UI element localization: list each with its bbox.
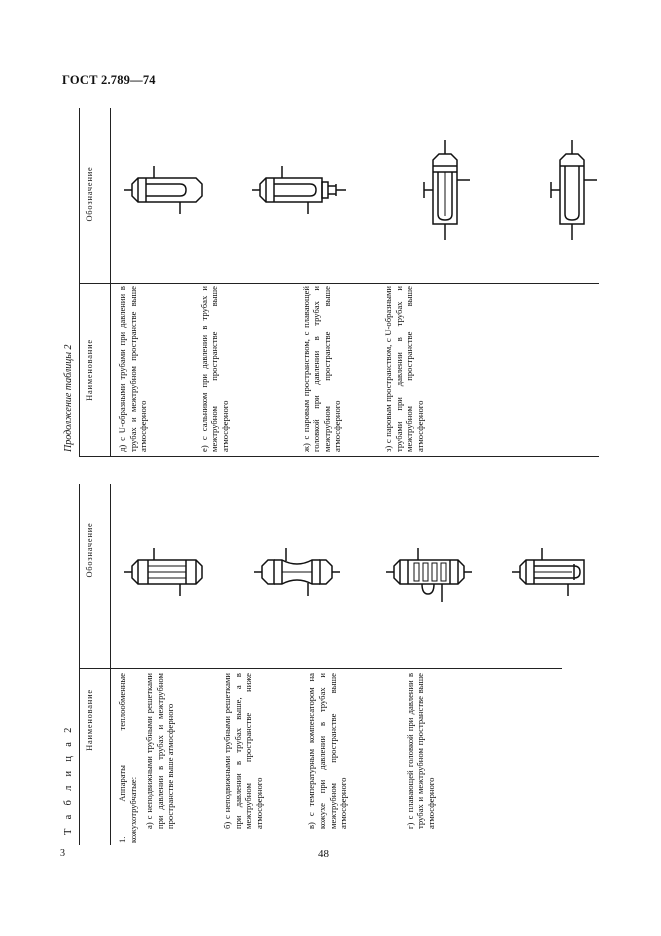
left-row-a-text: а) с неподвижными трубными решетками при давлении в трубах и межтрубном пространстве выше атмосферного xyxy=(144,673,176,829)
left-table-top-border xyxy=(79,484,80,845)
left-table-col-symbol: Обозначение xyxy=(85,522,94,578)
kettle-u-tube-icon xyxy=(545,140,599,244)
right-table-col-symbol: Обозначение xyxy=(85,166,94,222)
right-table-column-divider xyxy=(79,283,599,284)
left-table-col-name: Наименование xyxy=(85,689,94,751)
floating-head-heat-exchanger-icon xyxy=(512,548,598,598)
right-table-text-column xyxy=(117,286,431,452)
left-table-caption: Т а б л и ц а 2 xyxy=(63,724,74,835)
kettle-floating-head-icon xyxy=(418,140,472,244)
right-table-col-name: Наименование xyxy=(85,339,94,401)
left-table-header-divider xyxy=(110,484,111,845)
fixed-tubesheet-vacuum-shell-icon xyxy=(254,548,340,598)
left-table-text-column xyxy=(117,673,443,843)
left-table-column-divider xyxy=(79,668,562,669)
expansion-joint-heat-exchanger-icon xyxy=(386,548,472,604)
document-header: ГОСТ 2.789—74 xyxy=(62,73,156,87)
right-table-caption: Продолжение таблицы 2 xyxy=(63,344,74,452)
left-row-b-text: б) с неподвижными трубными решетками при давлении в трубах выше, а в межтрубном пространстве ниже атмосферного xyxy=(221,673,264,829)
side-mark: 3 xyxy=(60,848,65,859)
packed-gland-heat-exchanger-icon xyxy=(252,166,346,216)
right-row-f-text: е) с сальником при давлении в трубах и межтрубном пространстве выше атмосферного xyxy=(198,286,230,452)
right-table-bottom-border xyxy=(79,456,599,457)
fixed-tubesheet-heat-exchanger-icon xyxy=(124,548,210,598)
left-row-c-text: в) с температурным компенсатором на кожухе при давлении в трубах и межтрубном пространстве выше атмосферного xyxy=(306,673,349,829)
left-row-d-text: г) с плавающей головкой при давлении в трубах и межтрубном пространстве выше атмосферного xyxy=(404,673,436,829)
right-row-g-text: ж) с паровым пространством, с плавающей головкой при давлении в трубах и межтрубном пространстве выше атмосферного xyxy=(300,286,343,452)
left-table-intro: 1. Аппараты теплообменные кожухотрубчатые: xyxy=(117,673,138,843)
right-row-e-text: д) с U-образными трубами при давлении в трубах и межтрубном пространстве выше атмосферного xyxy=(117,286,149,452)
right-row-h-text: з) с паровым пространством, с U-образными трубами при давлении в трубах и межтрубном пространстве выше атмосферного xyxy=(382,286,425,452)
page-number: 48 xyxy=(318,848,329,860)
u-tube-heat-exchanger-icon xyxy=(124,166,210,216)
